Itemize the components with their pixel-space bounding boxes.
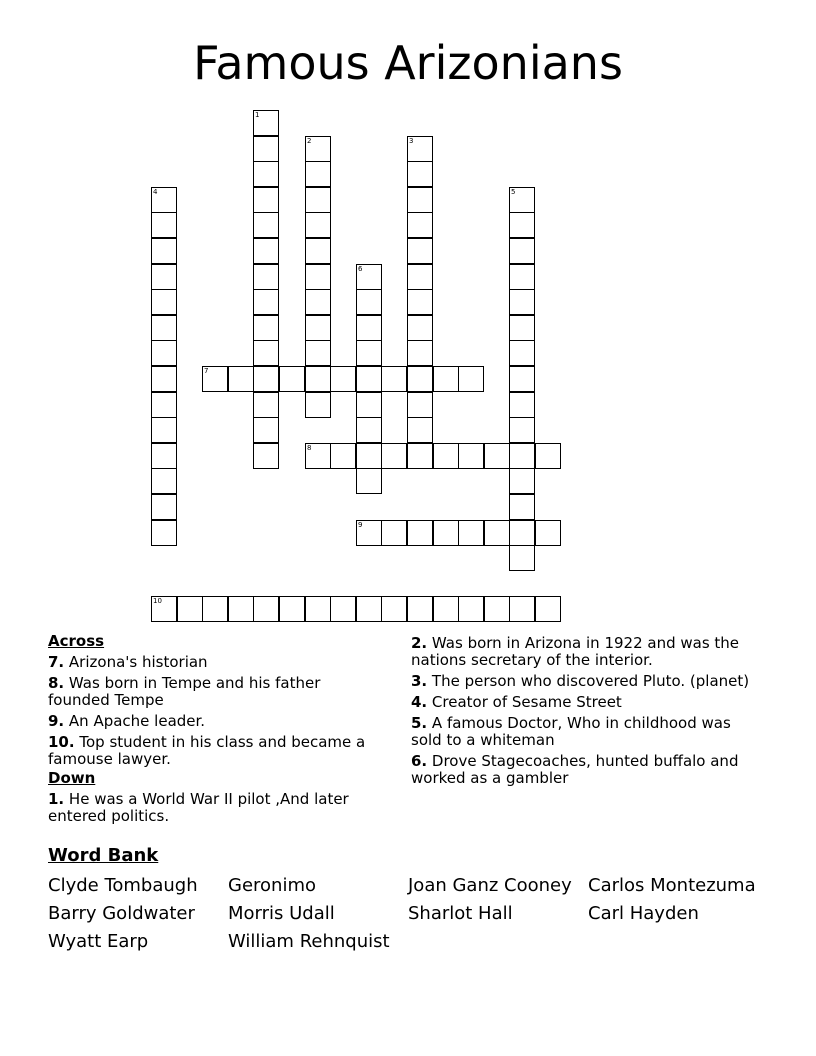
cell-number: 3 xyxy=(409,137,414,145)
grid-cell[interactable] xyxy=(253,392,279,418)
grid-cell[interactable] xyxy=(253,443,279,469)
clue-down-3: 3. The person who discovered Pluto. (planet) xyxy=(411,672,750,690)
word-bank-item: Joan Ganz Cooney xyxy=(408,875,572,896)
grid-cell[interactable] xyxy=(253,417,279,443)
grid-cell[interactable] xyxy=(151,264,177,290)
grid-cell[interactable] xyxy=(253,187,279,213)
grid-cell[interactable] xyxy=(305,161,331,187)
grid-cell[interactable] xyxy=(407,315,433,341)
grid-cell[interactable] xyxy=(151,366,177,392)
grid-cell[interactable] xyxy=(484,520,510,546)
clue-down-2: 2. Was born in Arizona in 1922 and was the nations secretary of the interior. xyxy=(411,634,740,669)
grid-cell[interactable] xyxy=(407,340,433,366)
grid-cell[interactable] xyxy=(407,264,433,290)
grid-cell[interactable] xyxy=(151,340,177,366)
clue-across-9: 9. An Apache leader. xyxy=(48,712,206,730)
grid-cell[interactable] xyxy=(535,520,561,546)
grid-cell[interactable] xyxy=(202,596,228,622)
grid-cell[interactable] xyxy=(509,494,535,520)
word-bank-item: Carlos Montezuma xyxy=(588,875,756,896)
grid-cell[interactable] xyxy=(305,340,331,366)
grid-cell[interactable] xyxy=(330,366,356,392)
grid-cell[interactable] xyxy=(202,366,228,392)
grid-cell[interactable] xyxy=(253,212,279,238)
grid-cell[interactable] xyxy=(381,520,407,546)
grid-cell[interactable] xyxy=(305,289,331,315)
grid-cell[interactable] xyxy=(509,366,535,392)
cell-number: 5 xyxy=(511,188,516,196)
grid-cell[interactable] xyxy=(279,366,305,392)
grid-cell[interactable] xyxy=(509,264,535,290)
grid-cell[interactable] xyxy=(151,494,177,520)
grid-cell[interactable] xyxy=(253,136,279,162)
grid-cell[interactable] xyxy=(407,238,433,264)
grid-cell[interactable] xyxy=(253,161,279,187)
word-bank-item: Carl Hayden xyxy=(588,903,699,924)
grid-cell[interactable] xyxy=(305,443,331,469)
page-title: Famous Arizonians xyxy=(193,36,623,90)
grid-cell[interactable] xyxy=(509,392,535,418)
grid-cell[interactable] xyxy=(381,443,407,469)
grid-cell[interactable] xyxy=(509,545,535,571)
word-bank-item: Wyatt Earp xyxy=(48,931,149,952)
across-heading: Across xyxy=(48,632,105,650)
word-bank-item: Barry Goldwater xyxy=(48,903,195,924)
grid-cell[interactable] xyxy=(356,443,382,469)
word-bank-item: Sharlot Hall xyxy=(408,903,513,924)
grid-cell[interactable] xyxy=(253,366,279,392)
grid-cell[interactable] xyxy=(356,315,382,341)
grid-cell[interactable] xyxy=(151,289,177,315)
grid-cell[interactable] xyxy=(305,264,331,290)
grid-cell[interactable] xyxy=(484,596,510,622)
grid-cell[interactable] xyxy=(535,596,561,622)
grid-cell[interactable] xyxy=(407,136,433,162)
clue-down-4: 4. Creator of Sesame Street xyxy=(411,693,622,711)
cell-number: 10 xyxy=(153,597,162,605)
word-bank-item: Clyde Tombaugh xyxy=(48,875,198,896)
down-heading: Down xyxy=(48,769,96,787)
grid-cell[interactable] xyxy=(458,596,484,622)
cell-number: 9 xyxy=(358,521,363,529)
clues-left-column xyxy=(48,631,383,825)
grid-cell[interactable] xyxy=(381,366,407,392)
grid-cell[interactable] xyxy=(356,366,382,392)
cell-number: 6 xyxy=(358,265,363,273)
grid-cell[interactable] xyxy=(509,520,535,546)
grid-cell[interactable] xyxy=(279,596,305,622)
clues-right-column xyxy=(411,631,756,787)
grid-cell[interactable] xyxy=(305,315,331,341)
clue-across-7: 7. Arizona's historian xyxy=(48,653,208,671)
grid-cell[interactable] xyxy=(305,187,331,213)
grid-cell[interactable] xyxy=(253,110,279,136)
grid-cell[interactable] xyxy=(356,468,382,494)
grid-cell[interactable] xyxy=(433,366,459,392)
grid-cell[interactable] xyxy=(407,596,433,622)
grid-cell[interactable] xyxy=(177,596,203,622)
clue-across-10: 10. Top student in his class and became a famouse lawyer. xyxy=(48,733,366,768)
word-bank-item: Morris Udall xyxy=(228,903,335,924)
grid-cell[interactable] xyxy=(305,596,331,622)
grid-cell[interactable] xyxy=(356,289,382,315)
grid-cell[interactable] xyxy=(305,366,331,392)
grid-cell[interactable] xyxy=(407,392,433,418)
grid-cell[interactable] xyxy=(458,520,484,546)
grid-cell[interactable] xyxy=(151,315,177,341)
cell-number: 7 xyxy=(204,367,209,375)
cell-number: 1 xyxy=(255,111,260,119)
grid-cell[interactable] xyxy=(407,212,433,238)
grid-cell[interactable] xyxy=(407,366,433,392)
grid-cell[interactable] xyxy=(356,596,382,622)
grid-cell[interactable] xyxy=(253,315,279,341)
grid-cell[interactable] xyxy=(151,468,177,494)
clue-down-5: 5. A famous Doctor, Who in childhood was sold to a whiteman xyxy=(411,714,731,749)
grid-cell[interactable] xyxy=(253,596,279,622)
cell-number: 4 xyxy=(153,188,158,196)
grid-cell[interactable] xyxy=(151,596,177,622)
grid-cell[interactable] xyxy=(407,520,433,546)
grid-cell[interactable] xyxy=(509,340,535,366)
grid-cell[interactable] xyxy=(433,596,459,622)
clue-down-1: 1. He was a World War II pilot ,And later entered politics. xyxy=(48,790,349,825)
grid-cell[interactable] xyxy=(535,443,561,469)
grid-cell[interactable] xyxy=(151,212,177,238)
grid-cell[interactable] xyxy=(151,417,177,443)
cell-number: 8 xyxy=(307,444,312,452)
grid-cell[interactable] xyxy=(484,443,510,469)
grid-cell[interactable] xyxy=(458,366,484,392)
grid-cell[interactable] xyxy=(509,443,535,469)
grid-cell[interactable] xyxy=(509,289,535,315)
word-bank-item: William Rehnquist xyxy=(228,931,390,952)
grid-cell[interactable] xyxy=(228,366,254,392)
grid-cell[interactable] xyxy=(407,289,433,315)
word-bank-item: Geronimo xyxy=(228,875,316,896)
grid-cell[interactable] xyxy=(509,212,535,238)
grid-cell[interactable] xyxy=(458,443,484,469)
grid-cell[interactable] xyxy=(356,264,382,290)
grid-cell[interactable] xyxy=(509,468,535,494)
grid-cell[interactable] xyxy=(407,161,433,187)
grid-cell[interactable] xyxy=(253,340,279,366)
grid-cell[interactable] xyxy=(330,443,356,469)
grid-cell[interactable] xyxy=(253,264,279,290)
clue-down-6: 6. Drove Stagecoaches, hunted buffalo and worked as a gambler xyxy=(411,752,739,787)
grid-cell[interactable] xyxy=(151,443,177,469)
grid-cell[interactable] xyxy=(433,520,459,546)
grid-cell[interactable] xyxy=(509,596,535,622)
grid-cell[interactable] xyxy=(305,238,331,264)
grid-cell[interactable] xyxy=(253,289,279,315)
grid-cell[interactable] xyxy=(305,212,331,238)
grid-cell[interactable] xyxy=(407,417,433,443)
grid-cell[interactable] xyxy=(305,392,331,418)
grid-cell[interactable] xyxy=(151,392,177,418)
cell-number: 2 xyxy=(307,137,312,145)
grid-cell[interactable] xyxy=(356,340,382,366)
grid-cell[interactable] xyxy=(356,392,382,418)
grid-cell[interactable] xyxy=(509,238,535,264)
grid-cell[interactable] xyxy=(151,187,177,213)
grid-cell[interactable] xyxy=(407,187,433,213)
grid-cell[interactable] xyxy=(509,187,535,213)
grid-cell[interactable] xyxy=(356,417,382,443)
grid-cell[interactable] xyxy=(253,238,279,264)
grid-cell[interactable] xyxy=(305,136,331,162)
grid-cell[interactable] xyxy=(151,238,177,264)
grid-cell[interactable] xyxy=(509,417,535,443)
grid-cell[interactable] xyxy=(381,596,407,622)
grid-cell[interactable] xyxy=(407,443,433,469)
clue-across-8: 8. Was born in Tempe and his father founded Tempe xyxy=(48,674,321,709)
word-bank-title: Word Bank xyxy=(48,845,159,866)
grid-cell[interactable] xyxy=(509,315,535,341)
grid-cell[interactable] xyxy=(330,596,356,622)
grid-cell[interactable] xyxy=(433,443,459,469)
grid-cell[interactable] xyxy=(151,520,177,546)
grid-cell[interactable] xyxy=(356,520,382,546)
grid-cell[interactable] xyxy=(228,596,254,622)
